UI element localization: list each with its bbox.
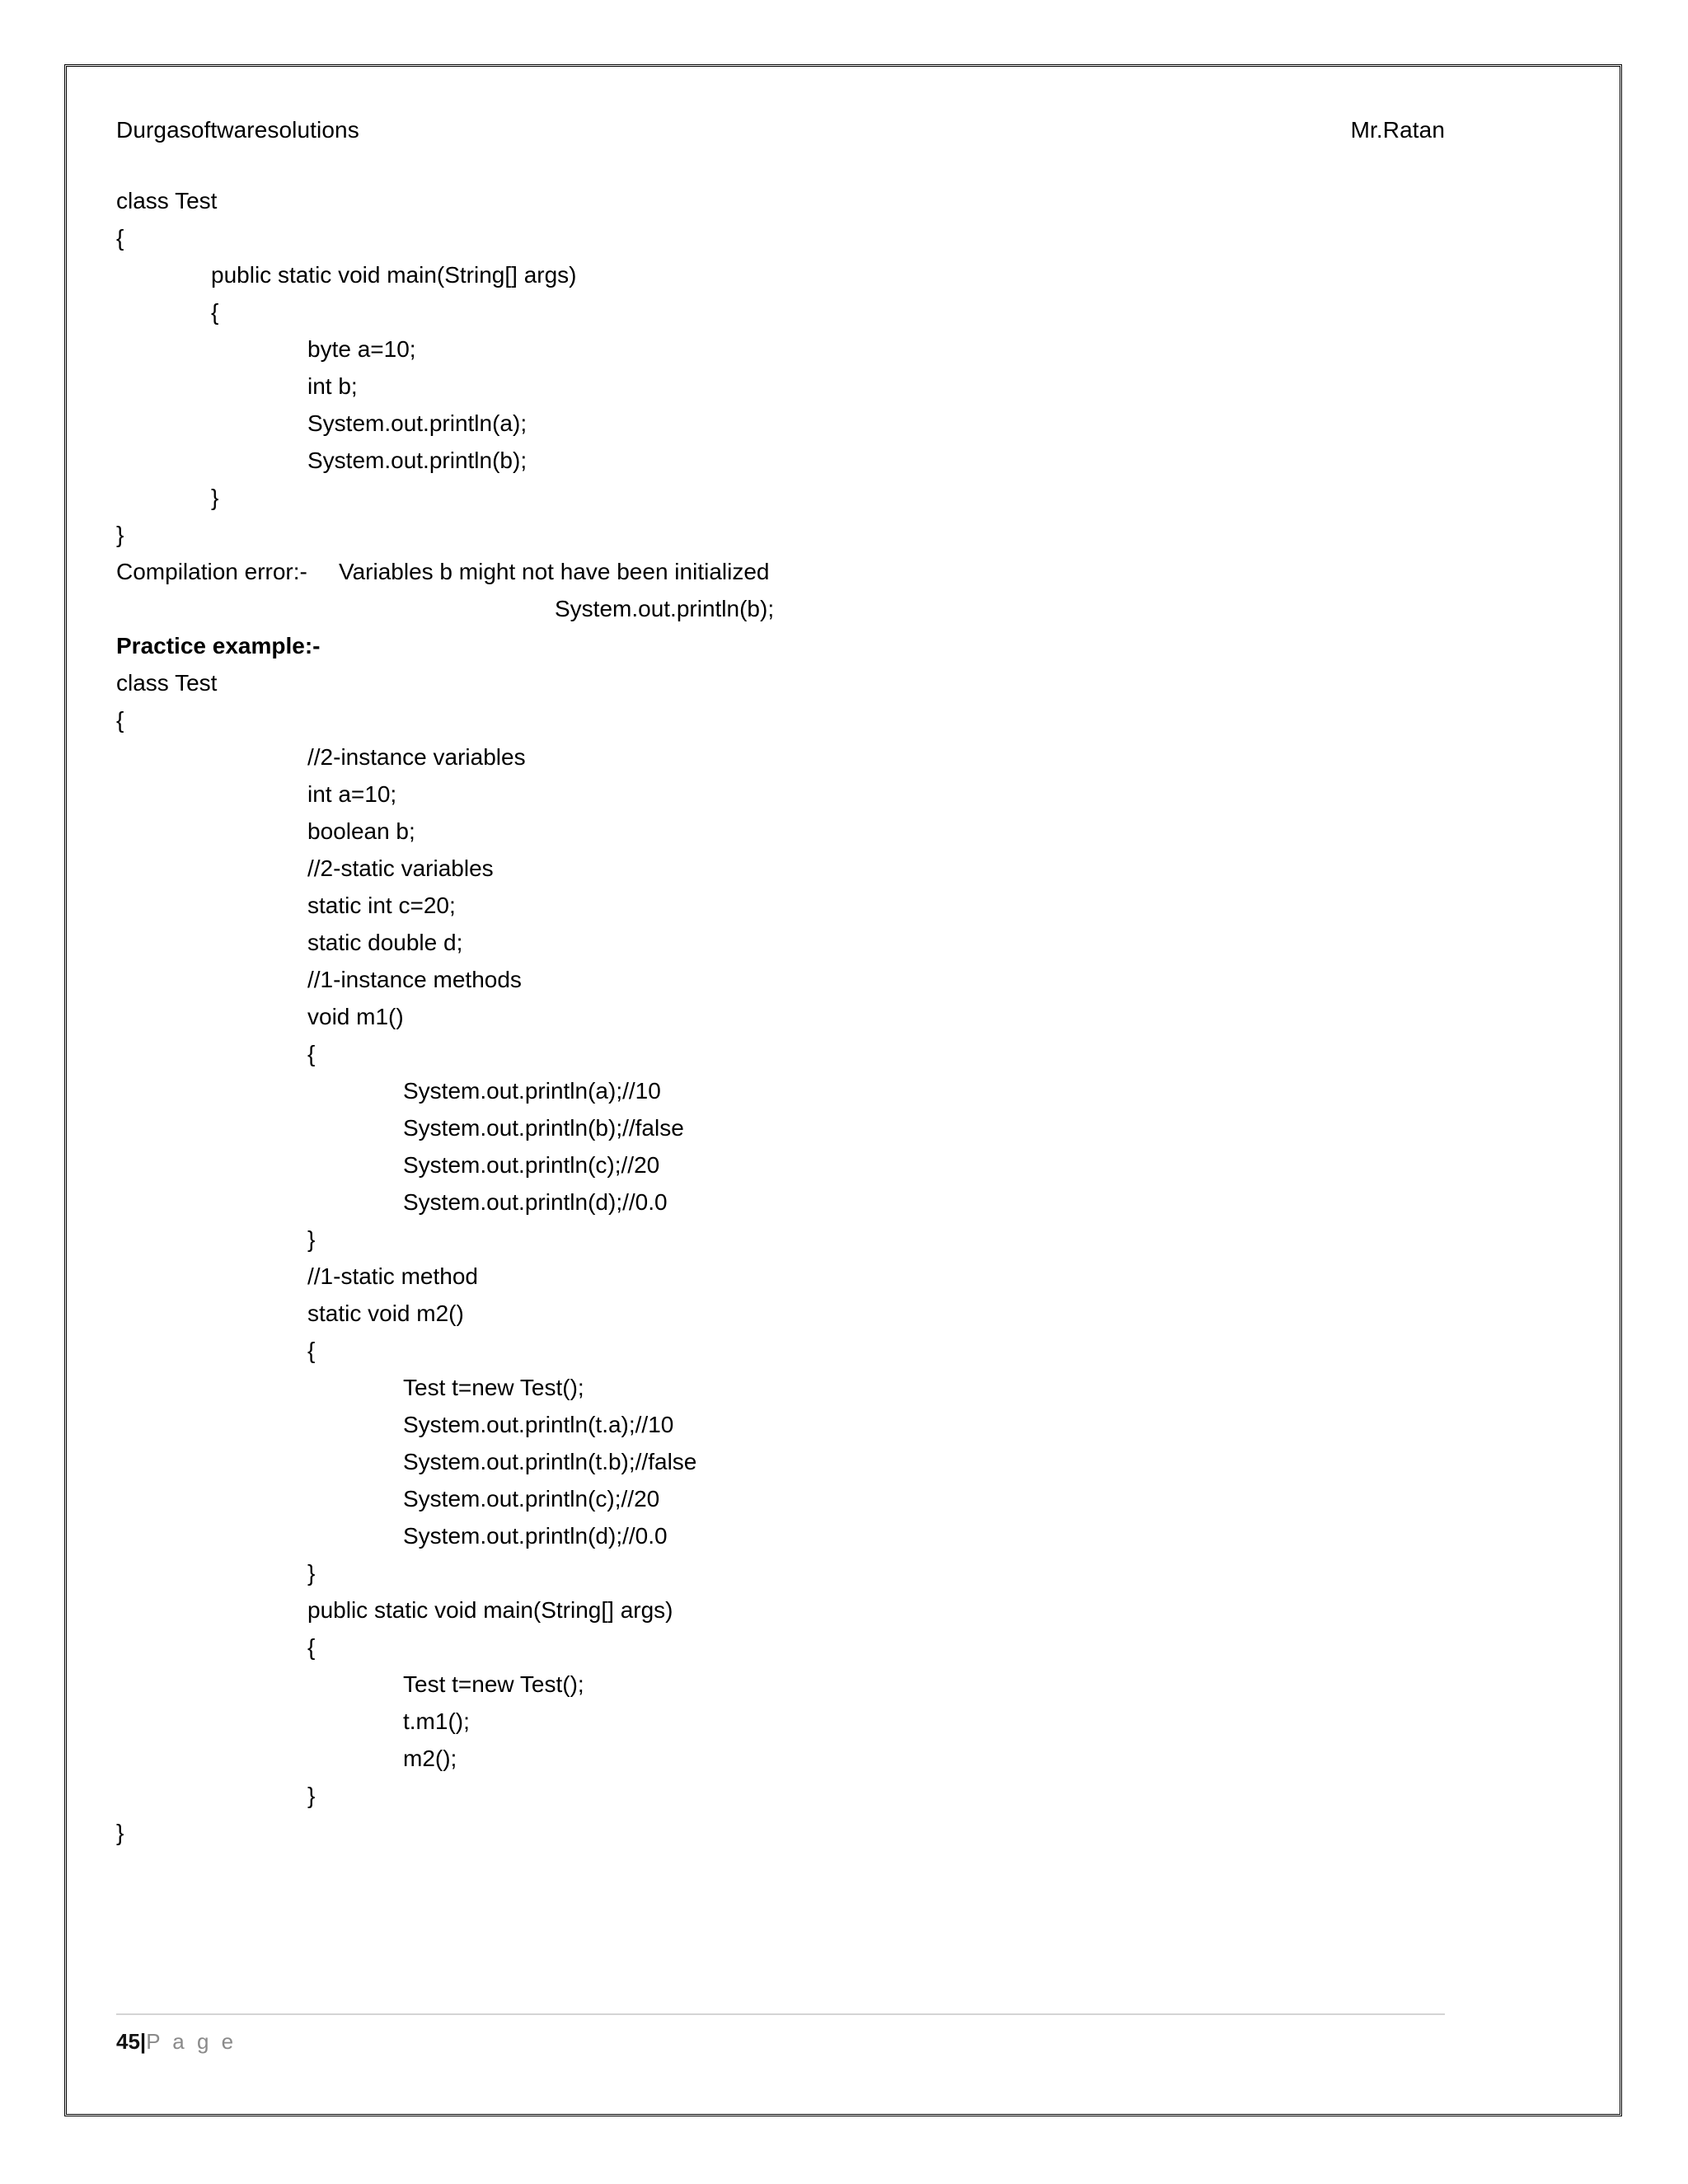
code-line: Test t=new Test(); [403,1375,584,1400]
footer-page-number: 45 [116,2029,140,2054]
code-line: System.out.println(d);//0.0 [403,1523,668,1549]
compilation-error-row [116,553,1517,590]
code-line: } [307,1783,316,1808]
code-line: } [116,522,124,547]
practice-example-heading: Practice example:- [116,633,321,658]
code-line: int a=10; [307,781,397,807]
footer-page-label [116,2028,1445,2055]
code-block-practice-example [116,664,1517,1851]
code-line: System.out.println(d);//0.0 [403,1189,668,1215]
compilation-error-detail: System.out.println(b); [555,596,775,621]
compilation-error-message: Variables b might not have been initialized [339,559,770,584]
code-line: } [307,1560,316,1586]
code-line: class Test [116,188,218,213]
code-line: Test t=new Test(); [403,1671,584,1697]
header-author-name: Mr.Ratan [1350,117,1445,143]
code-line: } [307,1226,316,1252]
footer-divider [116,2013,1445,2015]
code-line: { [307,1338,316,1363]
code-line: public static void main(String[] args) [307,1597,673,1623]
code-line: //2-instance variables [307,744,526,770]
code-line: System.out.println(a);//10 [403,1078,661,1104]
code-line: } [116,1820,124,1845]
code-line: //2-static variables [307,855,494,881]
page-footer [116,2013,1445,2055]
code-line: static double d; [307,930,463,955]
code-line: System.out.println(b);//false [403,1115,684,1141]
code-line: static void m2() [307,1301,464,1326]
code-line: { [116,707,124,733]
code-line: System.out.println(b); [307,448,528,473]
code-line: System.out.println(c);//20 [403,1486,660,1511]
code-line: //1-instance methods [307,967,522,992]
code-line: t.m1(); [403,1708,470,1734]
code-line: void m1() [307,1004,404,1029]
code-line: byte a=10; [307,336,416,362]
code-line: { [116,225,124,251]
compilation-error-label: Compilation error:- [116,559,307,584]
document-body [116,182,1517,1851]
code-line: int b; [307,373,358,399]
header-company-name: Durgasoftwaresolutions [116,117,359,143]
code-line: public static void main(String[] args) [211,262,577,288]
code-block-first-example [116,182,1517,553]
footer-page-word: P a g e [146,2029,237,2054]
code-line: System.out.println(a); [307,410,528,436]
code-line: System.out.println(t.a);//10 [403,1412,674,1437]
code-line: class Test [116,670,218,696]
page-header [116,116,1445,144]
code-line: static int c=20; [307,893,456,918]
code-line: //1-static method [307,1263,478,1289]
code-line: boolean b; [307,818,415,844]
page-content-area [67,67,1620,2114]
code-line: m2(); [403,1746,457,1771]
page-border-frame [64,64,1622,2116]
code-line: { [211,299,219,325]
footer-separator: | [139,2029,147,2054]
code-line: } [211,485,219,510]
code-line: { [307,1041,316,1066]
code-line: System.out.println(t.b);//false [403,1449,697,1474]
code-line: { [307,1634,316,1660]
code-line: System.out.println(c);//20 [403,1152,660,1178]
